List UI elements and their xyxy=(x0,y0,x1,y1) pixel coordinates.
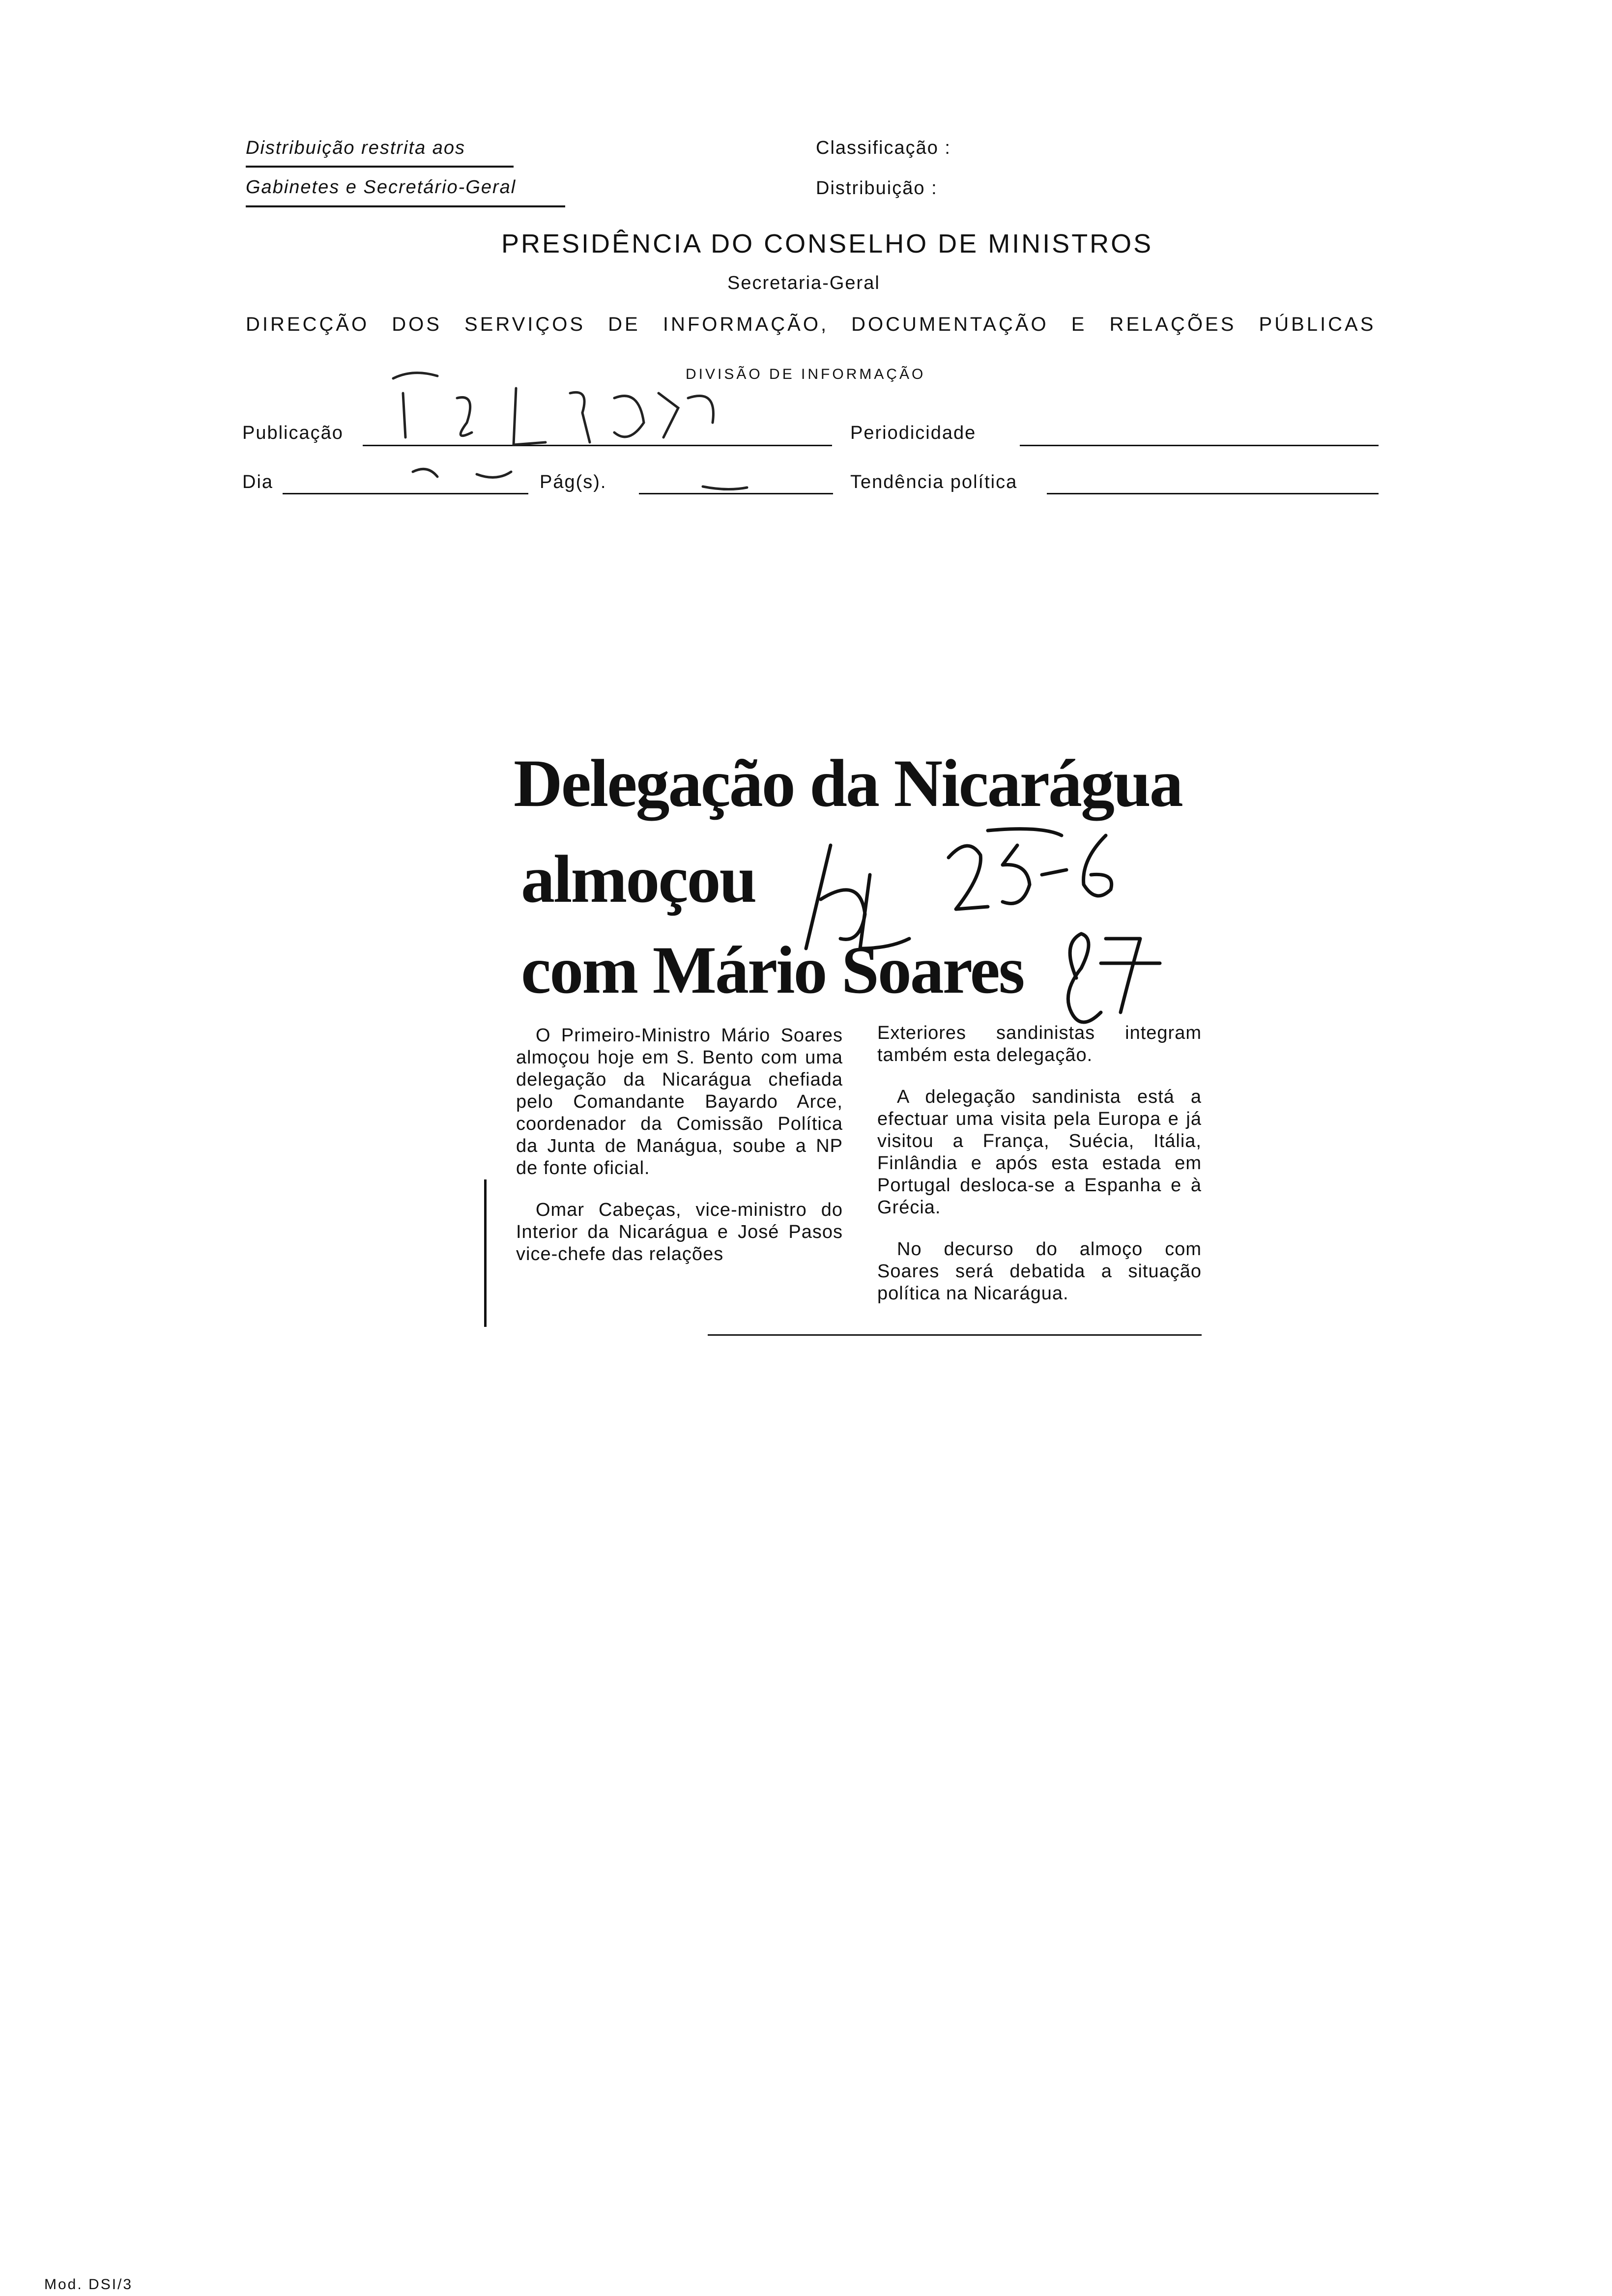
distribution-underline-2 xyxy=(246,205,565,207)
distribution-line-1: Distribuição restrita aos xyxy=(246,138,466,158)
right-paragraph-3: No decurso do almoço com Soares será debatida a situação política na Nicarágua. xyxy=(877,1239,1202,1304)
pages-label: Pág(s). xyxy=(540,472,607,492)
classification-label: Classificação : xyxy=(816,138,951,158)
distribution-line-2: Gabinetes e Secretário-Geral xyxy=(246,177,517,198)
directorate-title: DIRECÇÃO DOS SERVIÇOS DE INFORMAÇÃO, DOCUMENTAÇÃO E RELAÇÕES PÚBLICAS xyxy=(246,314,1376,335)
publication-label: Publicação xyxy=(242,423,344,443)
left-paragraph-2: Omar Cabeças, vice-ministro do Interior da Nicarágua e José Pasos vice-chefe das relações xyxy=(516,1200,843,1264)
headline-line-3: com Mário Soares xyxy=(521,932,1024,1007)
headline-line-2: almoçou xyxy=(521,841,756,917)
political-tendency-label: Tendência política xyxy=(850,472,1018,492)
article-bottom-rule xyxy=(708,1334,1202,1336)
article-right-column xyxy=(877,1022,1202,1324)
column-rule xyxy=(484,1179,487,1327)
form-code: Mod. DSI/3 xyxy=(44,2276,133,2293)
distribution-underline-1 xyxy=(246,166,514,168)
periodicity-field xyxy=(1020,445,1379,446)
right-paragraph-1: Exteriores sandinistas integram também esta delegação. xyxy=(877,1023,1202,1065)
right-paragraph-2: A delegação sandinista está a efectuar uma visita pela Europa e já visitou a França, Suécia, Itália, Finlândia e após esta estada em Portugal desloca-se a Espanha e à Grécia. xyxy=(877,1087,1202,1218)
day-label: Dia xyxy=(242,472,274,492)
stamp-marks xyxy=(383,359,850,516)
article-left-column xyxy=(516,1025,843,1285)
institution-title: PRESIDÊNCIA DO CONSELHO DE MINISTROS xyxy=(501,229,1153,258)
distribution-label: Distribuição : xyxy=(816,178,938,199)
secretariat-title: Secretaria-Geral xyxy=(727,273,880,293)
political-tendency-field xyxy=(1047,493,1379,494)
left-paragraph-1: O Primeiro-Ministro Mário Soares almoçou hoje em S. Bento com uma delegação da Nicarágua chefiada pelo Comandante Bayardo Arce, coordenador da Comissão Política da Junta de Manágua, soube a NP de fonte oficial. xyxy=(516,1025,843,1178)
handwritten-annotation xyxy=(786,816,1229,1042)
periodicity-label: Periodicidade xyxy=(850,423,977,443)
headline-line-1: Delegação da Nicarágua xyxy=(514,746,1182,821)
division-title: DIVISÃO DE INFORMAÇÃO xyxy=(686,366,926,382)
